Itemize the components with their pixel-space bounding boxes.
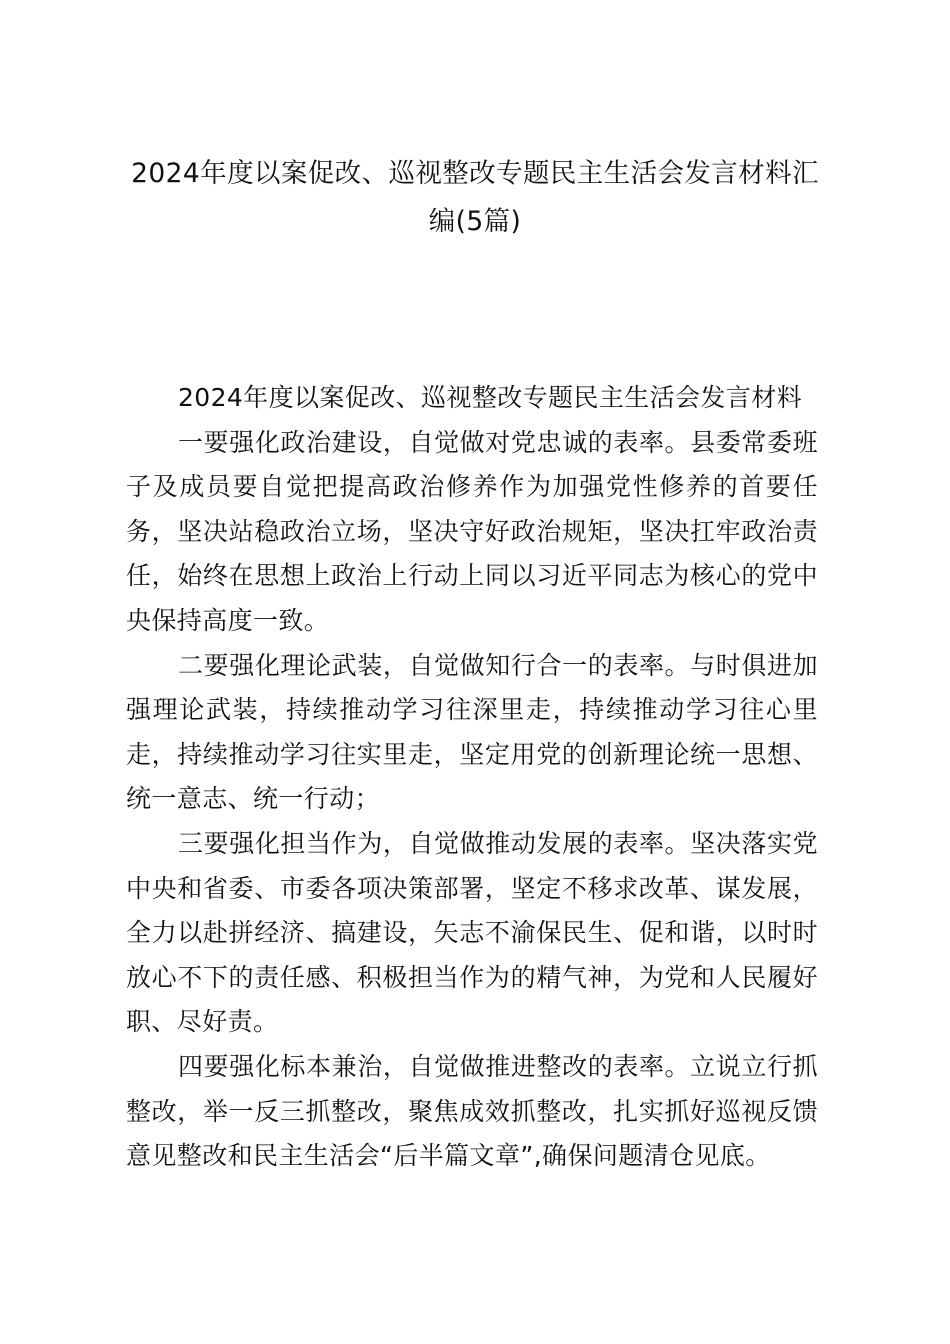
- document-title: 2024年度以案促改、巡视整改专题民主生活会发言材料汇编(5篇): [131, 158, 819, 237]
- paragraph-subtitle: 2024年度以案促改、巡视整改专题民主生活会发言材料: [178, 383, 803, 412]
- paragraph-1: 一要强化政治建设，自觉做对党忠诚的表率。县委常委班子及成员要自觉把提高政治修养作为加强党性修养的首要任务，坚决站稳政治立场，坚决守好政治规矩，坚决扛牢政治责任，始终在思想上政治上行动上同以习近平同志为核心的党中央保持高度一致。: [126, 427, 818, 635]
- paragraph-3: 三要强化担当作为，自觉做推动发展的表率。坚决落实党中央和省委、市委各项决策部署，坚定不移求改革、谋发展，全力以赴拼经济、搞建设，矢志不渝保民生、促和谐，以时时放心不下的责任感、积极担当作为的精气神，为党和人民履好职、尽好责。: [126, 828, 818, 1037]
- paragraph-4: 四要强化标本兼治，自觉做推进整改的表率。立说立行抓整改，举一反三抓整改，聚焦成效抓整改，扎实抓好巡视反馈意见整改和民主生活会“后半篇文章”,确保问题清仓见底。: [126, 1051, 818, 1171]
- document-body: [126, 376, 818, 1179]
- paragraph-2: 二要强化理论武装，自觉做知行合一的表率。与时俱进加强理论武装，持续推动学习往深里走，持续推动学习往心里走，持续推动学习往实里走，坚定用党的创新理论统一思想、统一意志、统一行动；: [126, 650, 818, 814]
